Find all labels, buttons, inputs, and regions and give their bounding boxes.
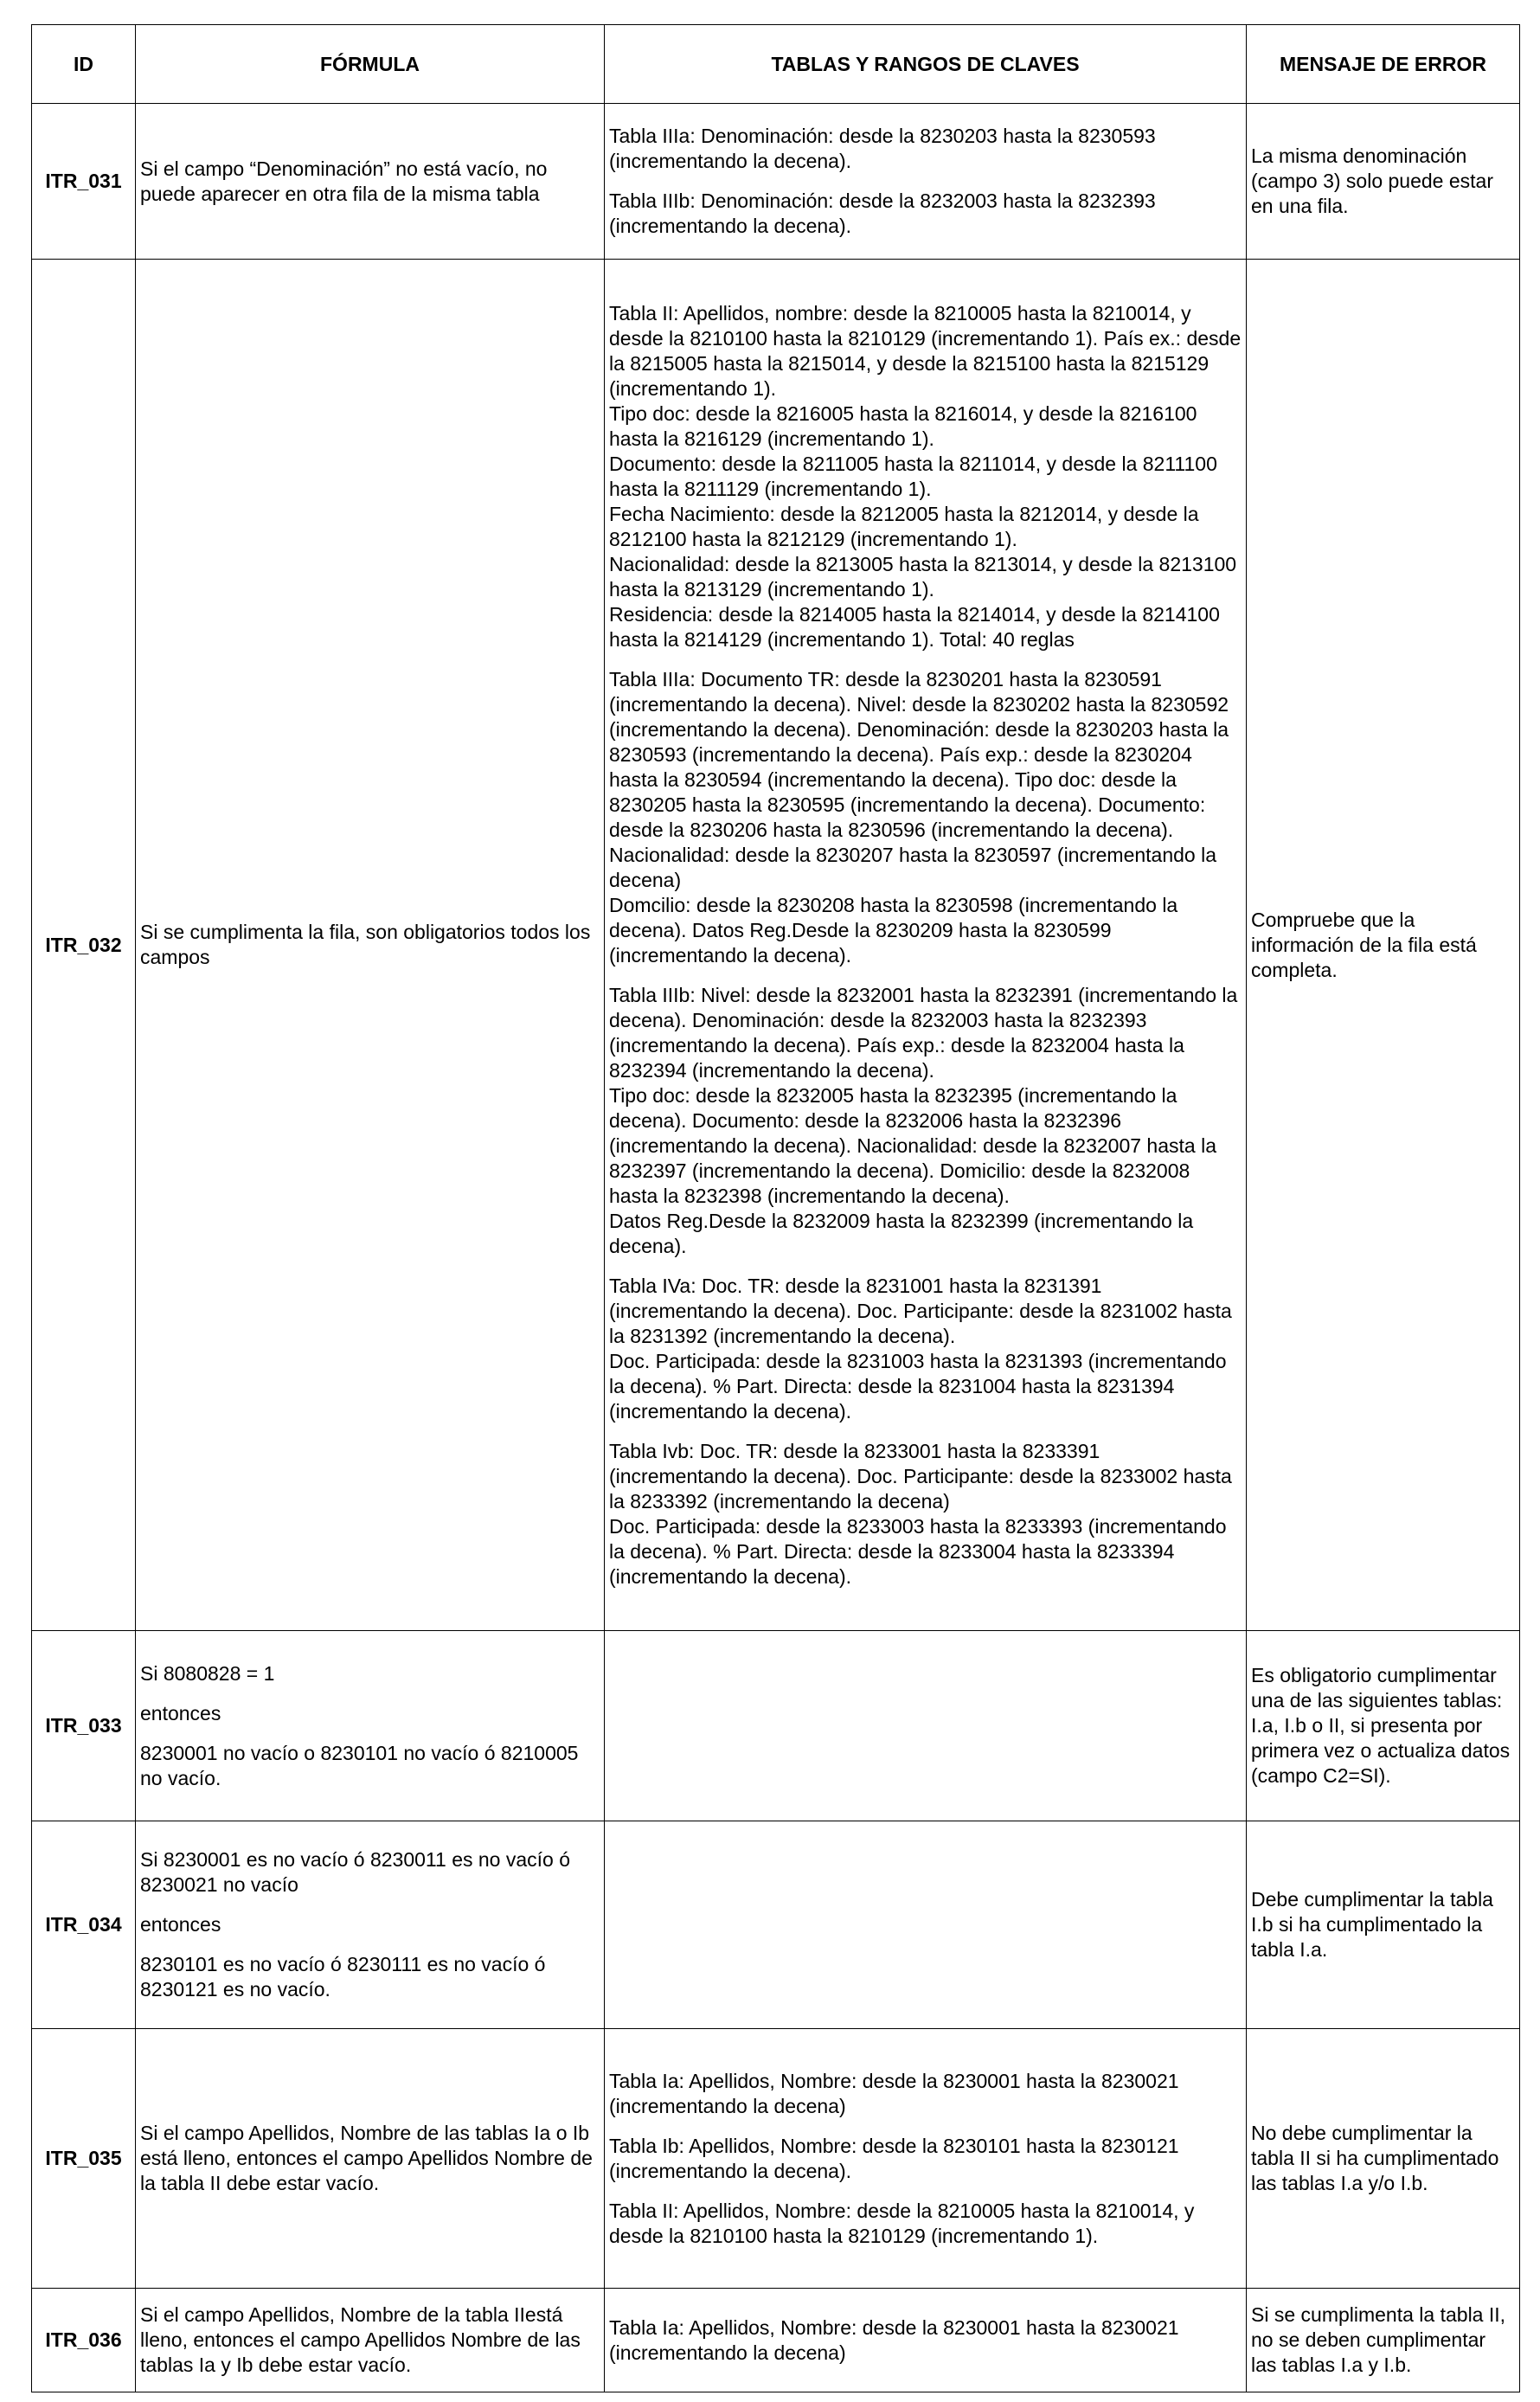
formula-text: Si el campo Apellidos, Nombre de las tablas Ia o Ib está lleno, entonces el campo Apellidos Nombre de la tabla II debe estar vacío. [140,2122,593,2194]
rule-id: ITR_035 [32,2029,136,2289]
formula-cell [136,1821,605,2029]
tablas-cell [605,1631,1247,1821]
tablas-cell [605,260,1247,1631]
formula-text: entonces [140,1701,221,1724]
rule-id: ITR_031 [32,104,136,260]
header-tablas: TABLAS Y RANGOS DE CLAVES [605,25,1247,104]
formula-text: Si el campo “Denominación” no está vacío, no puede aparecer en otra fila de la misma tabla [140,157,548,205]
tablas-text: Tabla Ib: Apellidos, Nombre: desde la 8230101 hasta la 8230121 (incrementando la decena). [609,2134,1179,2182]
formula-cell [136,1631,605,1821]
tablas-text: Tabla Ia: Apellidos, Nombre: desde la 8230001 hasta la 8230021 (incrementando la decena) [609,2069,1179,2117]
mensaje-cell: Si se cumplimenta la tabla II, no se deben cumplimentar las tablas I.a y I.b. [1247,2289,1520,2392]
formula-cell [136,260,605,1631]
mensaje-cell: Debe cumplimentar la tabla I.b si ha cumplimentado la tabla I.a. [1247,1821,1520,2029]
rule-id: ITR_032 [32,260,136,1631]
rule-id: ITR_036 [32,2289,136,2392]
mensaje-cell: No debe cumplimentar la tabla II si ha cumplimentado las tablas I.a y/o I.b. [1247,2029,1520,2289]
tablas-text: Tabla II: Apellidos, Nombre: desde la 8210005 hasta la 8210014, y desde la 8210100 hasta la 8210129 (incrementando 1). [609,2199,1195,2247]
tablas-text: Tabla Ivb: Doc. TR: desde la 8233001 hasta la 8233391 (incrementando la decena). Doc. Participante: desde la 8233002 hasta la 8233392 (incrementando la decena) Doc. Participada: desde la 8233003 hasta la 8233393 (incrementando la decena). % Part. Directa: desde la 8233004 hasta la 8233394 (incrementando la decena). [609,1439,1232,1588]
formula-cell [136,2289,605,2392]
formula-text: entonces [140,1913,221,1936]
formula-cell [136,2029,605,2289]
header-formula: FÓRMULA [136,25,605,104]
formula-text: 8230101 es no vacío ó 8230111 es no vacío ó 8230121 es no vacío. [140,1953,546,2001]
formula-text: Si se cumplimenta la fila, son obligatorios todos los campos [140,921,591,968]
header-mensaje: MENSAJE DE ERROR [1247,25,1520,104]
tablas-cell [605,104,1247,260]
formula-text: Si el campo Apellidos, Nombre de la tabla IIestá lleno, entonces el campo Apellidos Nombre de las tablas Ia y Ib debe estar vacío. [140,2303,581,2376]
tablas-text: Tabla Ia: Apellidos, Nombre: desde la 8230001 hasta la 8230021 (incrementando la decena) [609,2315,1179,2364]
rule-id: ITR_033 [32,1631,136,1821]
mensaje-cell: Compruebe que la información de la fila está completa. [1247,260,1520,1631]
tablas-text: Tabla IIIa: Documento TR: desde la 8230201 hasta la 8230591 (incrementando la decena). Nivel: desde la 8230202 hasta la 8230592 (incrementando la decena). Denominación: desde la 8230203 hasta la 8230593 (incrementando la decena). País exp.: desde la 8230204 hasta la 8230594 (incrementando la decena). Tipo doc: desde la 8230205 hasta la 8230595 (incrementando la decena). Documento: desde la 8230206 hasta la 8230596 (incrementando la decena). Nacionalidad: desde la 8230207 hasta la 8230597 (incrementando la decena) Domcilio: desde la 8230208 hasta la 8230598 (incrementando la decena). Datos Reg.Desde la 8230209 hasta la 8230599 (incrementando la decena). [609,667,1229,967]
table-row [32,2029,1520,2289]
formula-text: Si 8080828 = 1 [140,1661,275,1685]
tablas-text: Tabla IIIb: Nivel: desde la 8232001 hasta la 8232391 (incrementando la decena). Denominación: desde la 8232003 hasta la 8232393 (incrementando la decena). País exp.: desde la 8232004 hasta la 8232394 (incrementando la decena). Tipo doc: desde la 8232005 hasta la 8232395 (incrementando la decena). Documento: desde la 8232006 hasta la 8232396 (incrementando la decena). Nacionalidad: desde la 8232007 hasta la 8232397 (incrementando la decena). Domicilio: desde la 8232008 hasta la 8232398 (incrementando la decena). Datos Reg.Desde la 8232009 hasta la 8232399 (incrementando la decena). [609,983,1238,1257]
tablas-text: Tabla IIIa: Denominación: desde la 8230203 hasta la 8230593 (incrementando la decena). [609,125,1156,172]
tablas-text: Tabla IIIb: Denominación: desde la 8232003 hasta la 8232393 (incrementando la decena). [609,189,1156,237]
rule-id: ITR_034 [32,1821,136,2029]
tablas-text: Tabla IVa: Doc. TR: desde la 8231001 hasta la 8231391 (incrementando la decena). Doc. Participante: desde la 8231002 hasta la 8231392 (incrementando la decena). Doc. Participada: desde la 8231003 hasta la 8231393 (incrementando la decena). % Part. Directa: desde la 8231004 hasta la 8231394 (incrementando la decena). [609,1274,1232,1423]
table-row [32,104,1520,260]
header-row [32,25,1520,104]
formula-cell [136,104,605,260]
table-row [32,260,1520,1631]
tablas-cell [605,2289,1247,2392]
mensaje-cell: La misma denominación (campo 3) solo puede estar en una fila. [1247,104,1520,260]
table-row [32,1631,1520,1821]
tablas-cell [605,2029,1247,2289]
mensaje-cell: Es obligatorio cumplimentar una de las siguientes tablas: I.a, I.b o II, si presenta por primera vez o actualiza datos (campo C2=SI). [1247,1631,1520,1821]
table-row [32,2289,1520,2392]
page [31,24,1519,2392]
formula-text: Si 8230001 es no vacío ó 8230011 es no vacío ó 8230021 no vacío [140,1848,571,1896]
header-id: ID [32,25,136,104]
formula-text: 8230001 no vacío o 8230101 no vacío ó 8210005 no vacío. [140,1741,579,1789]
tablas-text: Tabla II: Apellidos, nombre: desde la 8210005 hasta la 8210014, y desde la 8210100 hasta la 8210129 (incrementando 1). País ex.: desde la 8215005 hasta la 8215014, y desde la 8215100 hasta la 8215129 (incrementando 1). Tipo doc: desde la 8216005 hasta la 8216014, y desde la 8216100 hasta la 8216129 (incrementando 1). Documento: desde la 8211005 hasta la 8211014, y desde la 8211100 hasta la 8211129 (incrementando 1). Fecha Nacimiento: desde la 8212005 hasta la 8212014, y desde la 8212100 hasta la 8212129 (incrementando 1). Nacionalidad: desde la 8213005 hasta la 8213014, y desde la 8213100 hasta la 8213129 (incrementando 1). Residencia: desde la 8214005 hasta la 8214014, y desde la 8214100 hasta la 8214129 (incrementando 1). Total: 40 reglas [609,301,1242,651]
validation-rules-table [31,24,1520,2392]
tablas-cell [605,1821,1247,2029]
table-row [32,1821,1520,2029]
